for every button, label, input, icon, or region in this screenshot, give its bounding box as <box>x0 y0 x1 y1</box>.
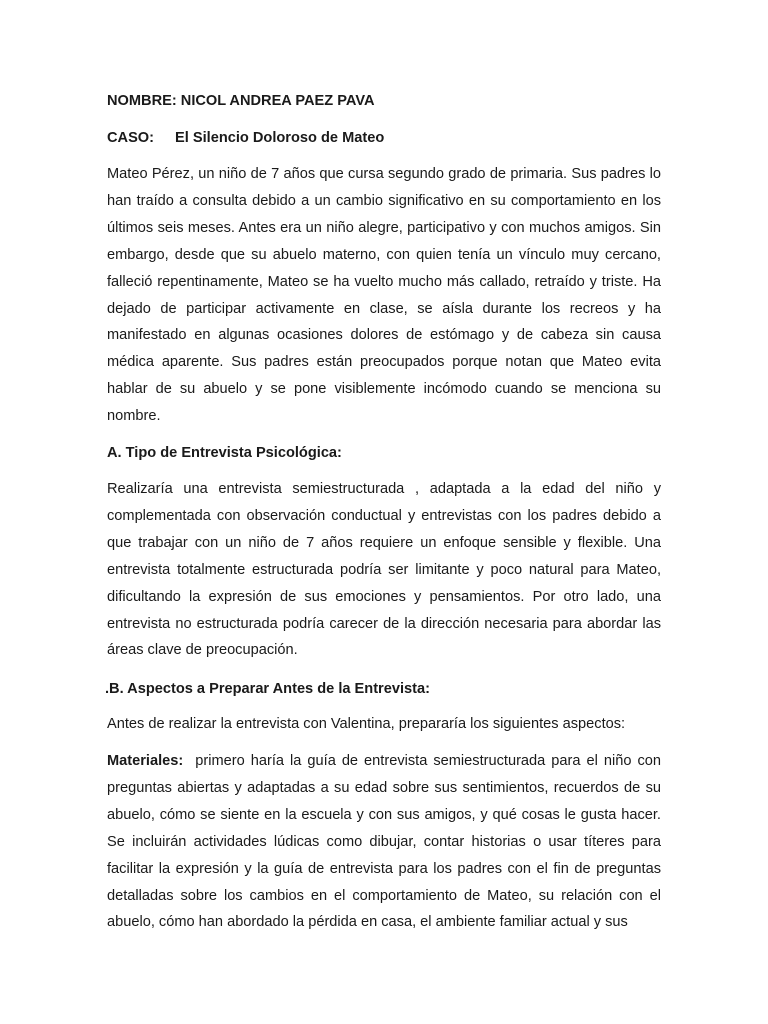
case-title-line <box>107 127 384 149</box>
case-label: CASO: <box>107 130 155 146</box>
materials-text: primero haría la guía de entrevista semiestructurada para el niño con preguntas abiertas y adaptadas a su edad sobre sus sentimientos, recuerdos de su abuelo, cómo se siente en la escuela y con sus amigos, y qué cosas le gusta hacer. Se incluirán actividades lúdicas como dibujar, contar historias o usar títeres para facilitar la expresión y la guía de entrevista para los padres con el fin de preguntas detalladas sobre los cambios en el comportamiento de Mateo, su relación con el abuelo, cómo han abordado la pérdida en casa, el ambiente familiar actual y sus <box>107 753 662 931</box>
section-a-heading: A. Tipo de Entrevista Psicológica: <box>107 445 342 461</box>
section-a-paragraph: Realizaría una entrevista semiestructurada , adaptada a la edad del niño y complementada con observación conductual y entrevistas con los padres debido a que trabajar con un niño de 7 años requiere un enfoque sensible y flexible. Una entrevista totalmente estructurada podría ser limitante y poco natural para Mateo, dificultando la expresión de sus emociones y pensamientos. Por otro lado, una entrevista no estructurada podría carecer de la dirección necesaria para abordar las áreas clave de preocupación. <box>107 481 661 659</box>
section-b-heading: .B. Aspectos a Preparar Antes de la Entrevista: <box>105 681 430 697</box>
materials-label: Materiales: <box>107 753 184 769</box>
case-title: El Silencio Doloroso de Mateo <box>175 130 385 146</box>
section-b-intro: Antes de realizar la entrevista con Valentina, prepararía los siguientes aspectos: <box>107 716 626 732</box>
materials-paragraph <box>107 748 661 936</box>
student-name: NOMBRE: NICOL ANDREA PAEZ PAVA <box>107 93 375 109</box>
case-paragraph: Mateo Pérez, un niño de 7 años que cursa segundo grado de primaria. Sus padres lo han traído a consulta debido a un cambio significativo en su comportamiento en los últimos seis meses. Antes era un niño alegre, participativo y con muchos amigos. Sin embargo, desde que su abuelo materno, con quien tenía un vínculo muy cercano, falleció repentinamente, Mateo se ha vuelto mucho más callado, retraído y triste. Ha dejado de participar activamente en clase, se aísla durante los recreos y ha manifestado en algunas ocasiones dolores de estómago y de cabeza sin causa médica aparente. Sus padres están preocupados porque notan que Mateo evita hablar de su abuelo y se pone visiblemente incómodo cuando se menciona su nombre. <box>107 166 661 425</box>
